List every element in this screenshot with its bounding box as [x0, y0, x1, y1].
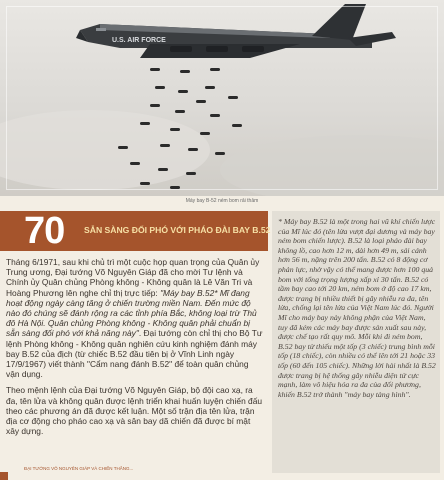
article-body [6, 257, 264, 442]
paragraph-1 [6, 257, 264, 379]
plane-marking: U.S. AIR FORCE [112, 37, 166, 44]
paragraph-1-quote: "Máy bay B.52* Mĩ đang hoạt động ngày càng tăng ở chiến trường miền Nam. Đến mức độ nào đó chúng sẽ đánh rộng ra các tỉnh phía Bắc, không loại trừ Thủ đô Hà Nội. Quân chủng Phòng không - Không quân phải chuẩn bị sẵn sàng đối phó với khả năng này" [6, 287, 257, 339]
bomber-photo [0, 0, 444, 196]
sidebar-note-box [272, 211, 440, 473]
chapter-number: 70 [24, 210, 65, 252]
photo-caption: Máy bay B-52 ném bom rải thảm [185, 198, 259, 204]
article-title: SẴN SÀNG ĐỐI PHÓ VỚI PHÁO ĐÀI BAY B.52 [84, 225, 271, 235]
photo-frame [6, 6, 438, 190]
page-corner-mark [0, 472, 8, 480]
paragraph-2: Theo mệnh lệnh của Đại tướng Võ Nguyên Giáp, bộ đội cao xạ, ra đa, tên lửa và không quân được lệnh triển khai huấn luyện chiến đấu theo các phương án đã được kết luận. Một số trận địa tên lửa, trận địa cơ động cho pháo cao xạ và sân bay dã chiến đã được bí mật xây dựng. [6, 385, 263, 437]
paragraph-1-end: . Đại tướng còn chỉ thị cho Bộ Tư lệnh Phòng không - Không quân nghiên cứu kinh nghiệm đánh máy bay B.52 của địch (từ chiếc B.52 đầu tiên bị ở Vĩnh Linh ngày 17/9/1967) viết thành "Cẩm nang đánh B.52" để toàn quân chủng vận dụng. [6, 328, 263, 380]
paragraph-1-start: Tháng 6/1971, sau khi chủ trì một cuộc họp quan trọng của Quân ủy Trung ương, Đại tướng Võ Nguyên Giáp đã cho mời Tư lệnh và Chính ủy Quân chủng Phòng không - Không quân là Lê Văn Tri và Hoàng Phương lên nghe chỉ thị trực tiếp: [6, 257, 260, 298]
article-main-column [0, 210, 271, 480]
page-footer: ĐẠI TƯỚNG VÕ NGUYÊN GIÁP VÀ CHIẾN THẮNG... [24, 466, 134, 471]
sidebar-note-text: * Máy bay B.52 là một trong hai vũ khí chiến lược của Mĩ lúc đó (tên lửa vượt đại dương và máy bay ném bom chiến lược). B.52 là loại pháo đài bay không lồ, cao hơn 12 m, dài hơn 49 m, sải cánh hơn 56 m, nặng trên 200 tấn. B.52 có 8 động cơ phản lực, nhờ vậy có thể mang được hơn 100 quả bom với tổng trọng lượng xấp xỉ 30 tấn. B.52 có tầm bay cao tới 20 km, ném bom ở độ cao 17 km, được trang bị nhiều thiết bị gây nhiễu ra đa, tên lửa, chống lại tên lửa của Việt Nam lúc đó. Người Mĩ cho máy bay này không phận của Việt Nam, tuy đã kém các máy bay được sản xuất sau này, được chế tạo rất quy mô. Mỗi khi đi ném bom, B.52 bay từ thiếu một tốp (3 chiếc) trung bình mỗi tốp (18 chiếc), còn nhiều có thể lên tới 21 hoặc 33 tốp (60 đến 105 chiếc). Những lời hài nhất là B.52 được trang bị hệ thống gây nhiễu điện tử cực mạnh, làm vô hiệu hóa ra đa của đối phương, khiến B.52 trở thành "máy bay tàng hình". [278, 217, 436, 399]
title-banner [0, 210, 271, 252]
